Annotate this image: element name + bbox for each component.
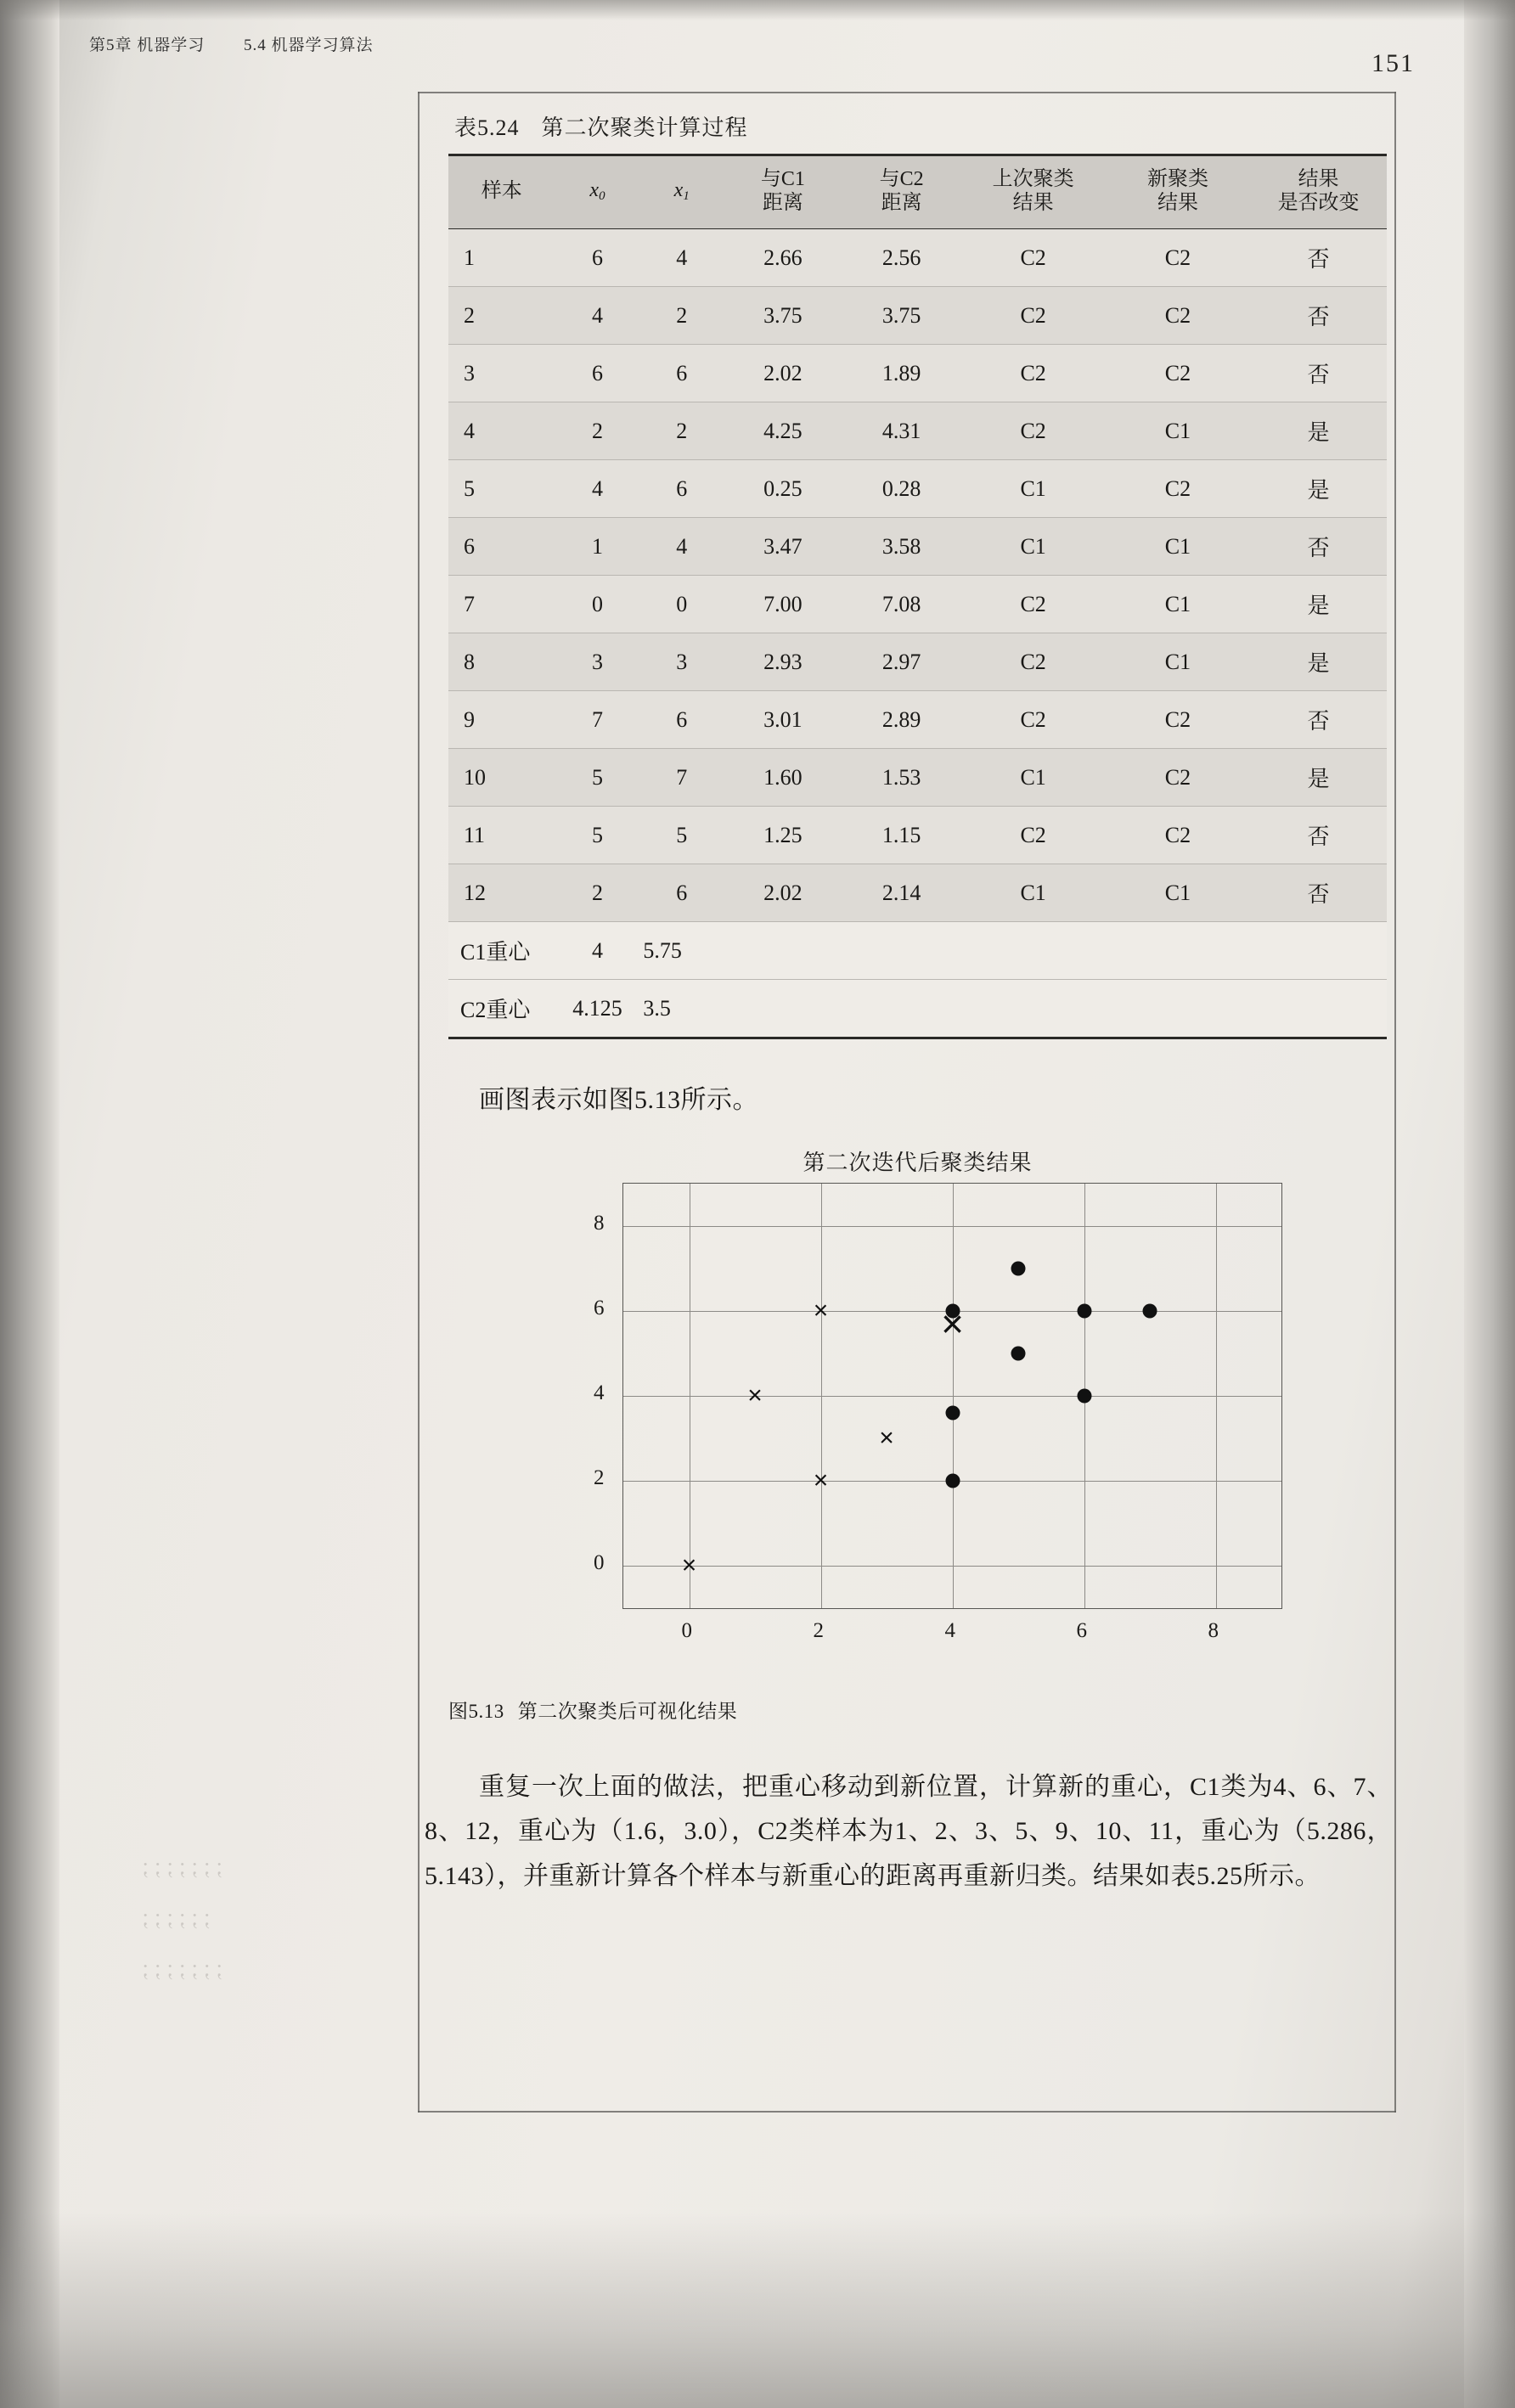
y-axis-tick-label: 4 [594, 1381, 605, 1404]
table-cell-dist-c1: 4.25 [724, 402, 842, 460]
table-cell-new-cluster: C2 [1106, 229, 1250, 287]
table-cell-changed: 是 [1250, 576, 1387, 633]
figure-caption-number: 图5.13 [448, 1700, 504, 1722]
table-cell-changed: 否 [1250, 345, 1387, 402]
centroid-x1: 3.5 [639, 980, 724, 1038]
table-cell-sample: 8 [448, 633, 555, 691]
table-cell-changed: 是 [1250, 460, 1387, 518]
table-cell-x0: 0 [555, 576, 640, 633]
centroid-empty-cell [724, 980, 842, 1038]
table-cell-changed: 是 [1250, 402, 1387, 460]
page-top-shadow [0, 0, 1515, 20]
centroid-empty-cell [1106, 980, 1250, 1038]
data-point-dot [1143, 1303, 1157, 1318]
col-header-x0-subscript: 0 [599, 189, 605, 204]
table-row [448, 691, 1387, 749]
content-frame-right [1394, 92, 1396, 2113]
table-cell-prev-cluster: C1 [960, 749, 1105, 807]
data-point-centroid: × [941, 1301, 964, 1346]
table-cell-x0: 6 [555, 345, 640, 402]
table-cell-x0: 4 [555, 287, 640, 345]
table-cell-changed: 是 [1250, 749, 1387, 807]
centroid-empty-cell [1250, 922, 1387, 980]
table-cell-x1: 5 [639, 807, 724, 864]
clustering-table [448, 154, 1387, 1039]
table-caption-number: 表5.24 [454, 115, 520, 140]
table-row [448, 518, 1387, 576]
y-axis-tick-label: 8 [594, 1211, 605, 1235]
table-cell-dist-c2: 4.31 [842, 402, 961, 460]
col-header-dist-c2: 与C2 距离 [842, 155, 961, 229]
table-row [448, 633, 1387, 691]
data-point-cross: × [813, 1296, 829, 1325]
running-head [89, 32, 374, 55]
data-point-cross: × [681, 1550, 697, 1579]
table-cell-dist-c2: 3.58 [842, 518, 961, 576]
running-head-chapter: 第5章 机器学习 [89, 37, 206, 54]
table-cell-x1: 6 [639, 864, 724, 922]
figure-caption [448, 1696, 737, 1724]
table-row [448, 749, 1387, 807]
table-cell-dist-c1: 1.60 [724, 749, 842, 807]
table-row [448, 807, 1387, 864]
table-cell-sample: 6 [448, 518, 555, 576]
data-point-cross: × [747, 1381, 763, 1409]
col-header-x1 [639, 155, 724, 229]
col-header-x0-symbol: x [589, 178, 600, 201]
table-cell-sample: 1 [448, 229, 555, 287]
table-cell-prev-cluster: C2 [960, 576, 1105, 633]
table-cell-prev-cluster: C2 [960, 691, 1105, 749]
page-bottom-shadow [0, 2213, 1515, 2408]
table-cell-x0: 2 [555, 402, 640, 460]
gridline-horizontal [623, 1566, 1281, 1567]
table-cell-changed: 是 [1250, 633, 1387, 691]
bleed-through-text: ；；；；；； [127, 1908, 212, 1931]
centroid-label: C2重心 [448, 980, 555, 1038]
centroid-empty-cell [960, 980, 1105, 1038]
table-cell-x0: 6 [555, 229, 640, 287]
table-cell-dist-c1: 2.93 [724, 633, 842, 691]
paragraph-after-figure: 重复一次上面的做法，把重心移动到新位置，计算新的重心，C1类为4、6、7、8、12，重心为（1.6，3.0），C2类样本为1、2、3、5、9、10、11，重心为（5.286，5.143），并重新计算各个样本与新重心的距离再重新归类。结果如表5.25所示。 [425, 1772, 1393, 1890]
table-body [448, 229, 1387, 1038]
table-cell-x1: 3 [639, 633, 724, 691]
table-cell-changed: 否 [1250, 518, 1387, 576]
table-cell-sample: 4 [448, 402, 555, 460]
data-point-cross: × [879, 1423, 894, 1452]
centroid-empty-cell [1250, 980, 1387, 1038]
y-axis-tick-label: 6 [594, 1296, 605, 1319]
table-cell-dist-c2: 2.89 [842, 691, 961, 749]
table-centroid-row [448, 980, 1387, 1038]
table-cell-x1: 6 [639, 691, 724, 749]
table-cell-x0: 4 [555, 460, 640, 518]
col-header-prev-cluster: 上次聚类 结果 [960, 155, 1105, 229]
data-point-dot [1011, 1261, 1026, 1275]
table-cell-x0: 5 [555, 749, 640, 807]
table-row [448, 402, 1387, 460]
data-point-cross: × [813, 1466, 829, 1494]
content-frame-left [418, 92, 420, 2113]
table-cell-changed: 否 [1250, 691, 1387, 749]
x-axis-tick-label: 6 [1076, 1618, 1087, 1642]
table-cell-changed: 否 [1250, 864, 1387, 922]
table-caption-text: 第二次聚类计算过程 [541, 115, 748, 140]
table-cell-prev-cluster: C2 [960, 402, 1105, 460]
table-cell-x1: 4 [639, 518, 724, 576]
centroid-empty-cell [842, 980, 961, 1038]
table-cell-sample: 7 [448, 576, 555, 633]
table-cell-dist-c1: 0.25 [724, 460, 842, 518]
centroid-x0: 4.125 [555, 980, 640, 1038]
table-cell-new-cluster: C2 [1106, 287, 1250, 345]
table-cell-new-cluster: C2 [1106, 345, 1250, 402]
y-axis-tick-label: 0 [594, 1550, 605, 1574]
table-cell-dist-c1: 2.02 [724, 345, 842, 402]
table-cell-prev-cluster: C1 [960, 518, 1105, 576]
figure-caption-text: 第二次聚类后可视化结果 [517, 1700, 738, 1722]
table-cell-new-cluster: C1 [1106, 864, 1250, 922]
table-cell-prev-cluster: C2 [960, 633, 1105, 691]
table-cell-sample: 2 [448, 287, 555, 345]
data-point-dot [945, 1473, 960, 1488]
gridline-horizontal [623, 1226, 1281, 1227]
centroid-x0: 4 [555, 922, 640, 980]
table-row [448, 576, 1387, 633]
table-row [448, 460, 1387, 518]
data-point-dot [1077, 1303, 1091, 1318]
content-frame-top [418, 92, 1396, 93]
table-cell-x1: 2 [639, 287, 724, 345]
col-header-new-cluster: 新聚类 结果 [1106, 155, 1250, 229]
centroid-empty-cell [724, 922, 842, 980]
x-axis-tick-label: 0 [681, 1618, 692, 1642]
gridline-horizontal [623, 1396, 1281, 1397]
table-cell-prev-cluster: C2 [960, 229, 1105, 287]
x-axis-tick-label: 2 [813, 1618, 824, 1642]
table-cell-dist-c2: 2.14 [842, 864, 961, 922]
centroid-empty-cell [960, 922, 1105, 980]
table-cell-dist-c2: 1.89 [842, 345, 961, 402]
table-cell-sample: 3 [448, 345, 555, 402]
page-left-gutter [0, 0, 59, 2408]
table-cell-dist-c1: 2.66 [724, 229, 842, 287]
table-cell-new-cluster: C1 [1106, 402, 1250, 460]
table-cell-dist-c1: 3.47 [724, 518, 842, 576]
centroid-label: C1重心 [448, 922, 555, 980]
centroid-empty-cell [1106, 922, 1250, 980]
col-header-dist-c1: 与C1 距离 [724, 155, 842, 229]
col-header-x1-subscript: 1 [683, 189, 690, 204]
table-cell-dist-c1: 3.01 [724, 691, 842, 749]
table-cell-x0: 7 [555, 691, 640, 749]
table-cell-dist-c2: 1.15 [842, 807, 961, 864]
content-frame-bottom [418, 2111, 1396, 2113]
table-cell-x1: 6 [639, 345, 724, 402]
y-axis-tick-label: 2 [594, 1466, 605, 1489]
table-cell-dist-c2: 1.53 [842, 749, 961, 807]
table-cell-sample: 5 [448, 460, 555, 518]
table-cell-dist-c2: 2.97 [842, 633, 961, 691]
table-cell-new-cluster: C1 [1106, 518, 1250, 576]
table-cell-x1: 7 [639, 749, 724, 807]
data-point-dot [1011, 1346, 1026, 1360]
table-cell-changed: 否 [1250, 287, 1387, 345]
page-content-column [425, 110, 1393, 1899]
table-cell-x0: 3 [555, 633, 640, 691]
data-point-dot [1077, 1388, 1091, 1403]
table-cell-x0: 2 [555, 864, 640, 922]
col-header-changed: 结果 是否改变 [1250, 155, 1387, 229]
col-header-x0 [555, 155, 640, 229]
page-right-gutter [1464, 0, 1515, 2408]
table-cell-x0: 5 [555, 807, 640, 864]
table-cell-new-cluster: C1 [1106, 576, 1250, 633]
table-cell-dist-c1: 2.02 [724, 864, 842, 922]
bleed-through-text: ；；；；；；； [127, 1959, 225, 1982]
x-axis-tick-label: 8 [1208, 1618, 1219, 1642]
table-cell-x0: 1 [555, 518, 640, 576]
table-cell-prev-cluster: C2 [960, 345, 1105, 402]
table-row [448, 229, 1387, 287]
table-cell-prev-cluster: C2 [960, 287, 1105, 345]
table-cell-dist-c1: 1.25 [724, 807, 842, 864]
table-centroid-row [448, 922, 1387, 980]
figure-5-13 [448, 1145, 1387, 1740]
table-row [448, 345, 1387, 402]
table-caption [454, 110, 1393, 142]
table-cell-x1: 2 [639, 402, 724, 460]
table-cell-dist-c2: 2.56 [842, 229, 961, 287]
table-row [448, 864, 1387, 922]
col-header-x1-symbol: x [673, 178, 684, 201]
page-number: 151 [1371, 49, 1415, 77]
table-cell-changed: 否 [1250, 807, 1387, 864]
table-cell-dist-c1: 7.00 [724, 576, 842, 633]
table-cell-prev-cluster: C2 [960, 807, 1105, 864]
table-cell-sample: 10 [448, 749, 555, 807]
table-cell-dist-c1: 3.75 [724, 287, 842, 345]
table-cell-new-cluster: C2 [1106, 691, 1250, 749]
scatter-plot [622, 1183, 1282, 1609]
table-cell-x1: 6 [639, 460, 724, 518]
table-cell-x1: 0 [639, 576, 724, 633]
col-header-sample: 样本 [448, 155, 555, 229]
table-cell-dist-c2: 7.08 [842, 576, 961, 633]
table-row [448, 287, 1387, 345]
table-cell-sample: 9 [448, 691, 555, 749]
table-header [448, 155, 1387, 229]
centroid-empty-cell [842, 922, 961, 980]
bleed-through-text: ；；；；；；； [127, 1857, 225, 1880]
table-cell-new-cluster: C1 [1106, 633, 1250, 691]
paragraph-before-figure: 画图表示如图5.13所示。 [479, 1086, 758, 1115]
table-cell-changed: 否 [1250, 229, 1387, 287]
table-cell-dist-c2: 3.75 [842, 287, 961, 345]
table-cell-new-cluster: C2 [1106, 749, 1250, 807]
table-cell-dist-c2: 0.28 [842, 460, 961, 518]
table-cell-prev-cluster: C1 [960, 864, 1105, 922]
table-cell-sample: 12 [448, 864, 555, 922]
data-point-dot [945, 1405, 960, 1420]
running-head-section: 5.4 机器学习算法 [244, 37, 374, 54]
table-cell-x1: 4 [639, 229, 724, 287]
chart-title: 第二次迭代后聚类结果 [803, 1150, 1033, 1175]
table-cell-prev-cluster: C1 [960, 460, 1105, 518]
table-header-row [448, 155, 1387, 229]
table-cell-new-cluster: C2 [1106, 460, 1250, 518]
table-cell-new-cluster: C2 [1106, 807, 1250, 864]
table-cell-sample: 11 [448, 807, 555, 864]
x-axis-tick-label: 4 [944, 1618, 955, 1642]
centroid-x1: 5.75 [639, 922, 724, 980]
